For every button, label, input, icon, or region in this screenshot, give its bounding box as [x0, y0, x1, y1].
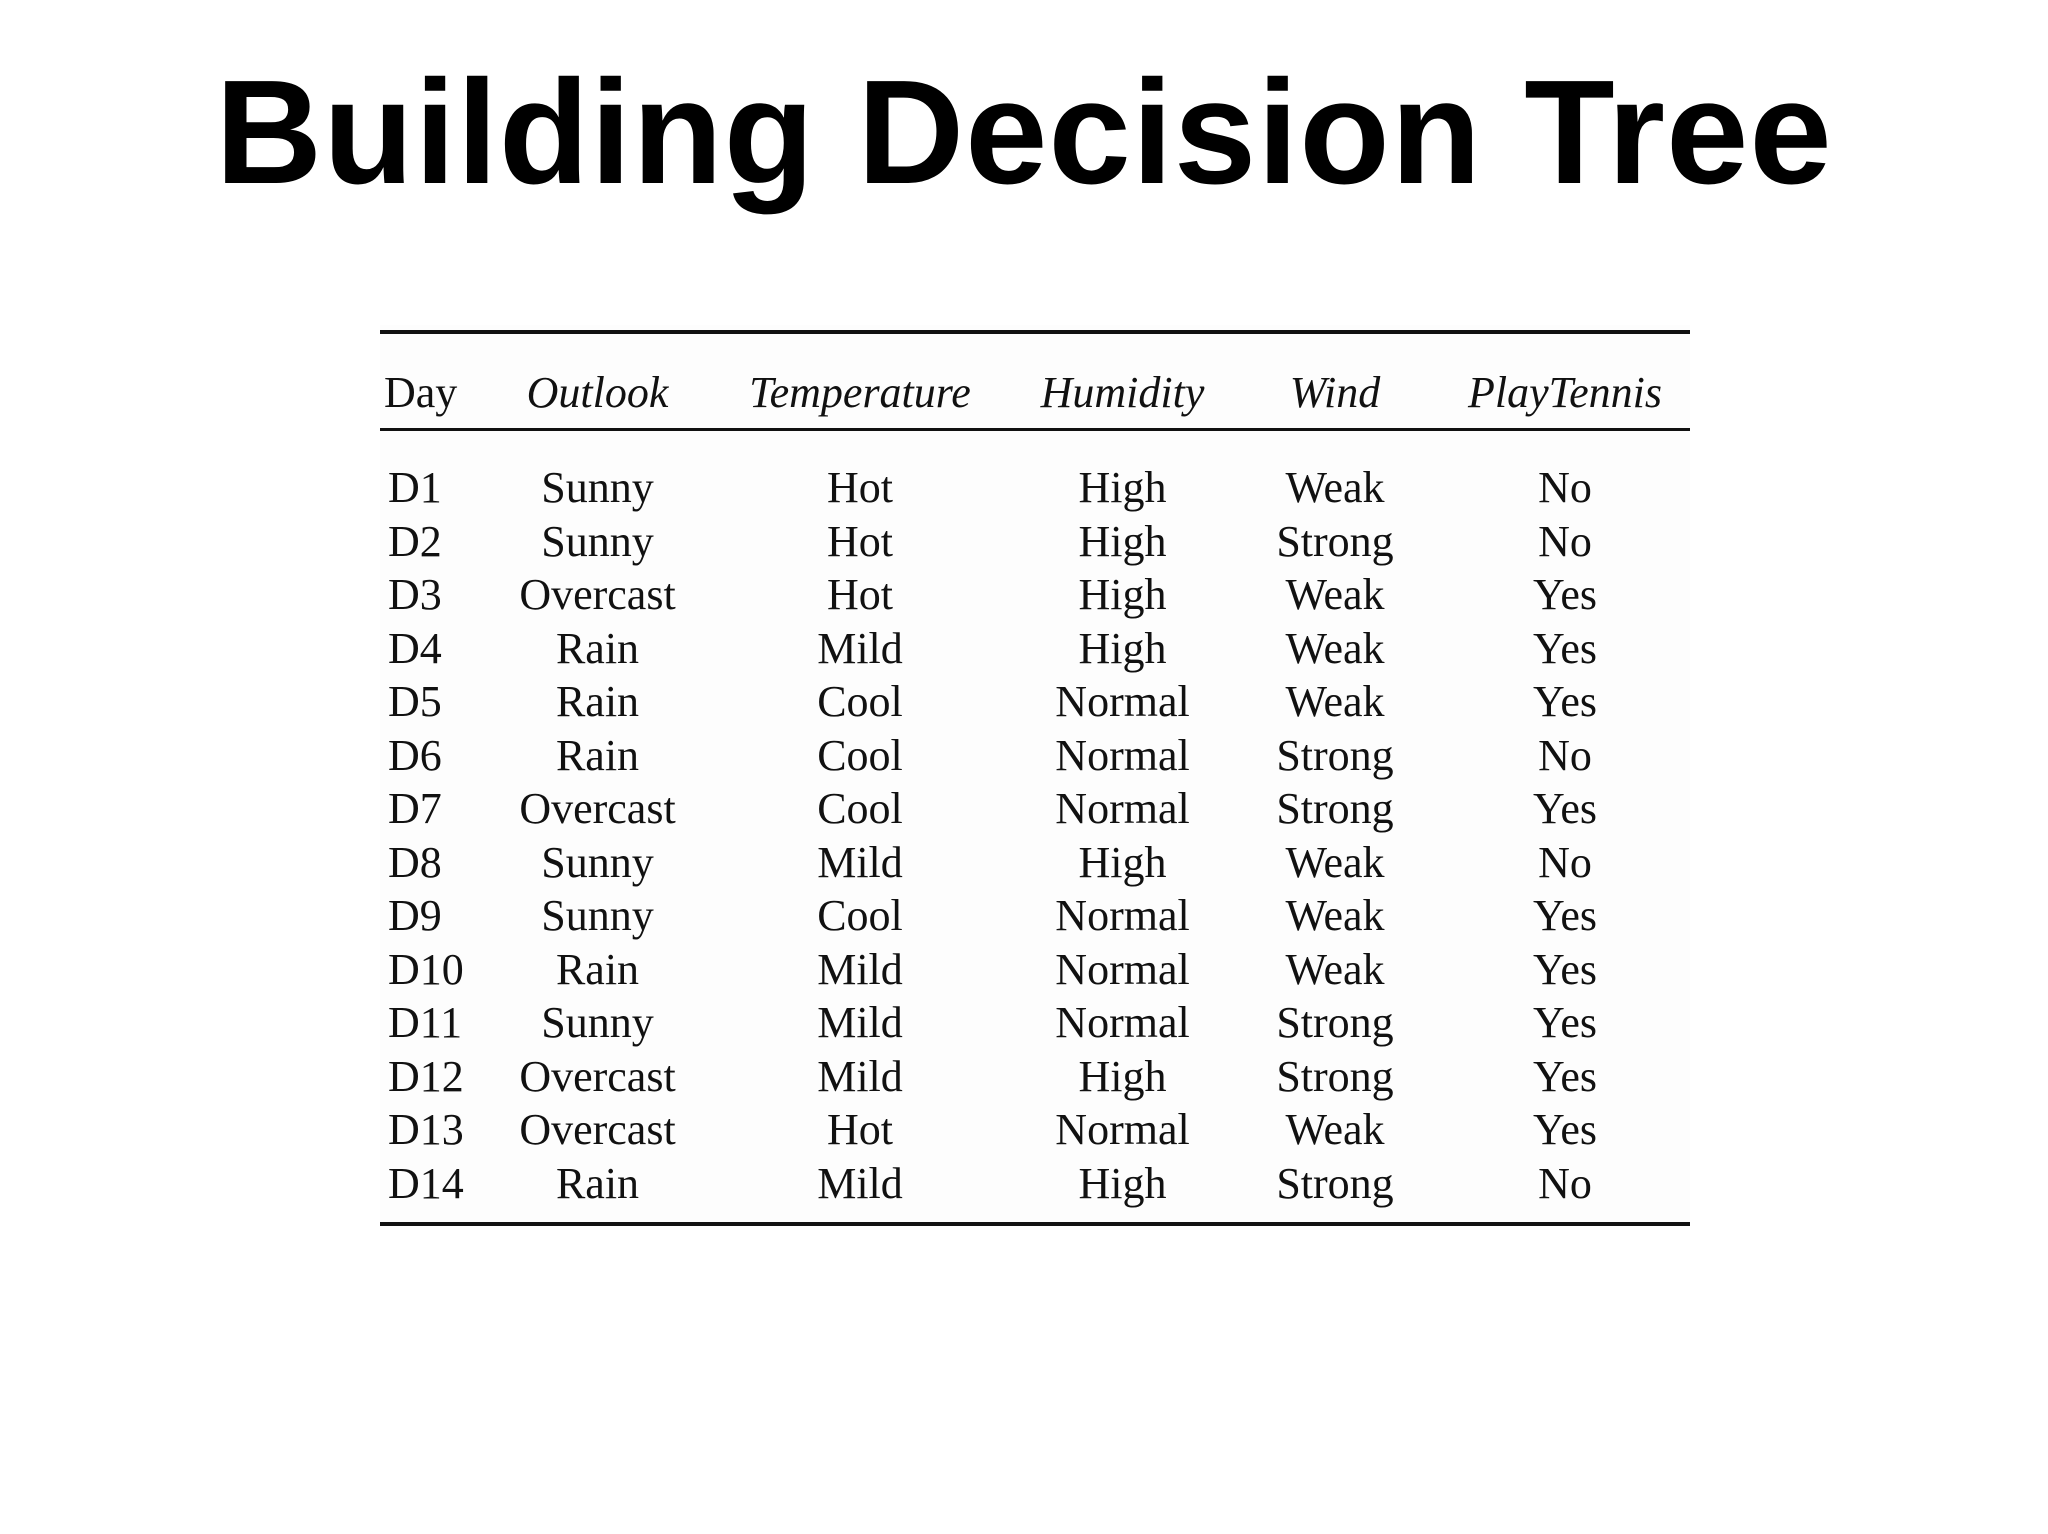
table-row: [380, 568, 1690, 622]
table-row: [380, 675, 1690, 729]
cell-playtennis: Yes: [1532, 944, 1598, 994]
cell-temperature: Mild: [817, 623, 903, 673]
cell-wind: Weak: [1285, 623, 1385, 673]
cell-temperature: Cool: [817, 784, 903, 834]
cell-wind: Strong: [1276, 998, 1394, 1048]
cell-playtennis: Yes: [1532, 1105, 1598, 1155]
cell-playtennis: No: [1538, 1158, 1592, 1208]
cell-wind: Strong: [1276, 730, 1394, 780]
cell-humidity: High: [1078, 516, 1167, 566]
table-row: [380, 836, 1690, 890]
cell-playtennis: Yes: [1532, 1051, 1598, 1101]
cell-temperature: Mild: [817, 1158, 903, 1208]
table-row: [380, 889, 1690, 943]
cell-wind: Strong: [1276, 784, 1394, 834]
cell-day: D10: [388, 944, 464, 994]
cell-temperature: Hot: [827, 516, 893, 566]
cell-playtennis: No: [1538, 463, 1592, 513]
cell-playtennis: Yes: [1532, 998, 1598, 1048]
table-row: [380, 1103, 1690, 1157]
cell-day: D1: [388, 463, 442, 513]
cell-playtennis: Yes: [1532, 677, 1598, 727]
table-row: [380, 996, 1690, 1050]
cell-playtennis: No: [1538, 730, 1592, 780]
cell-playtennis: No: [1538, 837, 1592, 887]
cell-humidity: Normal: [1055, 784, 1190, 834]
header-day: Day: [384, 367, 458, 417]
cell-wind: Strong: [1276, 1051, 1394, 1101]
cell-wind: Weak: [1285, 570, 1385, 620]
header-playtennis: PlayTennis: [1468, 367, 1662, 417]
cell-humidity: Normal: [1055, 1105, 1190, 1155]
cell-wind: Weak: [1285, 837, 1385, 887]
cell-playtennis: Yes: [1532, 891, 1598, 941]
cell-wind: Strong: [1276, 516, 1394, 566]
cell-humidity: Normal: [1055, 730, 1190, 780]
cell-day: D14: [388, 1158, 464, 1208]
cell-wind: Weak: [1285, 944, 1385, 994]
cell-day: D6: [388, 730, 442, 780]
cell-outlook: Rain: [555, 944, 640, 994]
cell-humidity: Normal: [1055, 891, 1190, 941]
cell-humidity: High: [1078, 1158, 1167, 1208]
cell-wind: Strong: [1276, 1158, 1394, 1208]
cell-day: D8: [388, 837, 442, 887]
cell-temperature: Cool: [817, 891, 903, 941]
cell-temperature: Cool: [817, 730, 903, 780]
cell-outlook: Rain: [555, 730, 640, 780]
table-header-row: [380, 325, 1690, 451]
play-tennis-table: [380, 325, 1690, 1210]
cell-temperature: Cool: [817, 677, 903, 727]
cell-outlook: Overcast: [519, 784, 676, 834]
cell-day: D12: [388, 1051, 464, 1101]
cell-day: D2: [388, 516, 442, 566]
cell-humidity: High: [1078, 1051, 1167, 1101]
cell-wind: Weak: [1285, 463, 1385, 513]
cell-day: D13: [388, 1105, 464, 1155]
table-row: [380, 515, 1690, 569]
cell-outlook: Sunny: [541, 891, 654, 941]
cell-temperature: Mild: [817, 998, 903, 1048]
slide-title: Building Decision Tree: [215, 50, 1833, 215]
cell-humidity: Normal: [1055, 998, 1190, 1048]
cell-outlook: Overcast: [519, 570, 676, 620]
cell-day: D4: [388, 623, 442, 673]
play-tennis-table-container: [380, 325, 1690, 1230]
cell-temperature: Hot: [827, 570, 893, 620]
cell-temperature: Hot: [827, 1105, 893, 1155]
cell-humidity: High: [1078, 837, 1167, 887]
header-humidity: Humidity: [1040, 367, 1205, 417]
table-row: [380, 622, 1690, 676]
cell-playtennis: Yes: [1532, 570, 1598, 620]
cell-outlook: Sunny: [541, 516, 654, 566]
cell-outlook: Rain: [555, 1158, 640, 1208]
header-temperature: Temperature: [749, 367, 971, 417]
cell-temperature: Mild: [817, 837, 903, 887]
cell-humidity: High: [1078, 463, 1167, 513]
cell-outlook: Sunny: [541, 837, 654, 887]
cell-wind: Weak: [1285, 1105, 1385, 1155]
spacer-cell: [380, 451, 1690, 461]
cell-day: D9: [388, 891, 442, 941]
cell-humidity: High: [1078, 623, 1167, 673]
cell-outlook: Overcast: [519, 1051, 676, 1101]
table-row: [380, 782, 1690, 836]
table-row: [380, 1050, 1690, 1104]
cell-temperature: Hot: [827, 463, 893, 513]
cell-outlook: Rain: [555, 623, 640, 673]
table-spacer-row: [380, 451, 1690, 461]
cell-humidity: Normal: [1055, 944, 1190, 994]
table-row: [380, 461, 1690, 515]
cell-day: D5: [388, 677, 442, 727]
cell-humidity: High: [1078, 570, 1167, 620]
cell-day: D11: [388, 998, 463, 1048]
cell-wind: Weak: [1285, 677, 1385, 727]
cell-outlook: Overcast: [519, 1105, 676, 1155]
cell-outlook: Sunny: [541, 998, 654, 1048]
cell-playtennis: Yes: [1532, 784, 1598, 834]
table-row: [380, 943, 1690, 997]
table-bottom-rule: [380, 1222, 1690, 1226]
cell-outlook: Sunny: [541, 463, 654, 513]
table-row: [380, 1157, 1690, 1211]
cell-temperature: Mild: [817, 944, 903, 994]
cell-playtennis: Yes: [1532, 623, 1598, 673]
table-row: [380, 729, 1690, 783]
cell-humidity: Normal: [1055, 677, 1190, 727]
cell-day: D7: [388, 784, 442, 834]
header-wind: Wind: [1289, 367, 1381, 417]
cell-wind: Weak: [1285, 891, 1385, 941]
cell-day: D3: [388, 570, 442, 620]
header-outlook: Outlook: [526, 367, 669, 417]
cell-outlook: Rain: [555, 677, 640, 727]
cell-playtennis: No: [1538, 516, 1592, 566]
cell-temperature: Mild: [817, 1051, 903, 1101]
